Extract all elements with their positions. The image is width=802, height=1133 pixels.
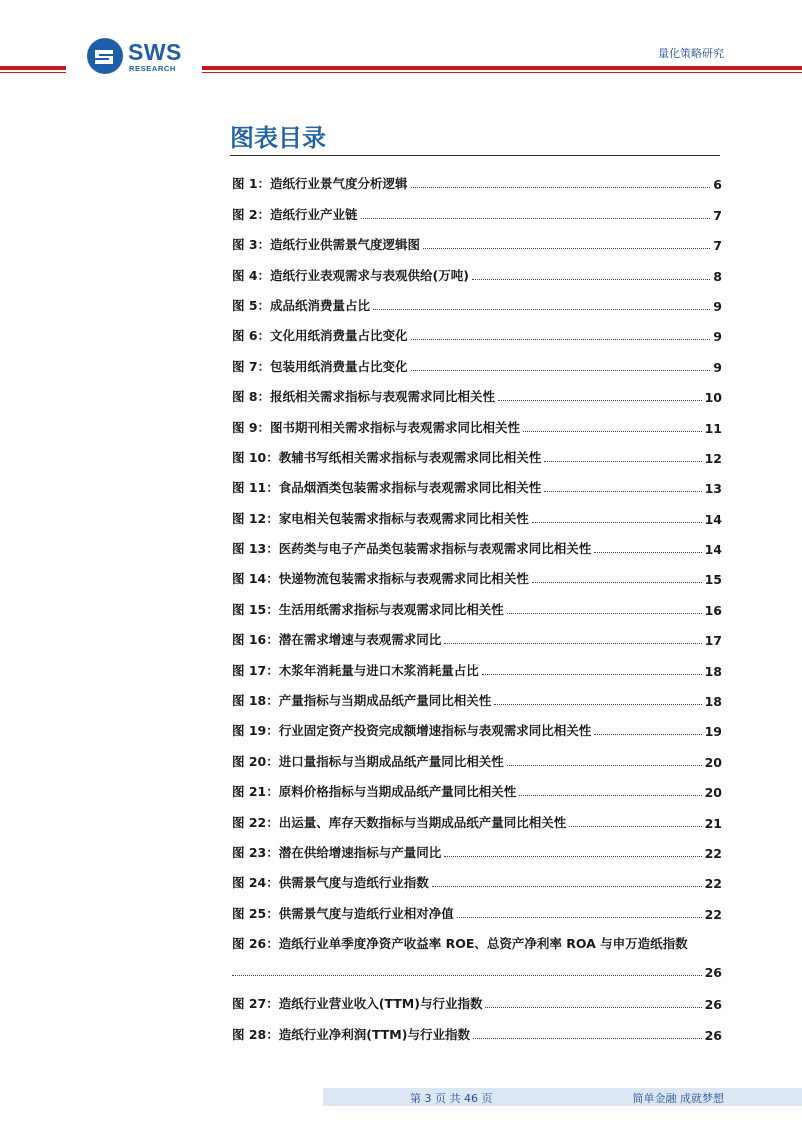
- toc-leader-dots: [373, 309, 710, 310]
- toc-leader-dots: [411, 339, 711, 340]
- toc-entry[interactable]: [232, 593, 722, 623]
- header-rule-left: [0, 66, 66, 70]
- toc-entry-page: 22: [704, 906, 722, 922]
- toc-entry-page: 12: [704, 450, 722, 466]
- toc-leader-dots: [485, 1007, 701, 1008]
- footer-bar: [323, 1088, 802, 1106]
- toc-leader-dots: [444, 643, 701, 644]
- toc-leader-dots: [457, 917, 702, 918]
- toc-entry-label: 图 23：潜在供给增速指标与产量同比: [232, 844, 442, 860]
- toc-entry[interactable]: [232, 654, 722, 684]
- toc-entry-label: 图 25：供需景气度与造纸行业相对净值: [232, 905, 454, 921]
- toc-leader-dots: [232, 975, 702, 976]
- toc-entry-label: 图 1：造纸行业景气度分析逻辑: [232, 176, 408, 192]
- toc-leader-dots: [532, 582, 702, 583]
- toc-entry[interactable]: [232, 442, 722, 472]
- toc-entry-page: 21: [704, 815, 722, 831]
- toc-entry-label: 图 10：教辅书写纸相关需求指标与表观需求同比相关性: [232, 449, 542, 465]
- toc-entry-page: 15: [704, 572, 722, 588]
- toc-entry[interactable]: [232, 776, 722, 806]
- toc-entry-label: 图 2：造纸行业产业链: [232, 206, 358, 222]
- toc-entry[interactable]: [232, 290, 722, 320]
- toc-entry-page: 9: [713, 359, 722, 375]
- toc-leader-dots: [444, 856, 701, 857]
- toc-entry[interactable]: [232, 624, 722, 654]
- toc-leader-dots: [361, 218, 711, 219]
- toc-entry[interactable]: [232, 320, 722, 350]
- toc-entry-page: 8: [713, 268, 722, 284]
- toc-entry[interactable]: [232, 1018, 722, 1048]
- toc-entry-page: 17: [704, 633, 722, 649]
- toc-entry[interactable]: [232, 745, 722, 775]
- toc-entry-page: 16: [704, 602, 722, 618]
- toc-entry-page: 18: [704, 663, 722, 679]
- toc-entry[interactable]: [232, 715, 722, 745]
- toc-entry-page: 26: [704, 997, 722, 1013]
- toc-entry[interactable]: [232, 928, 722, 988]
- logo-text: SWS: [128, 39, 182, 65]
- toc-leader-dots: [507, 765, 702, 766]
- toc-entry-label: 图 5：成品纸消费量占比: [232, 297, 371, 313]
- toc-entry-page: 20: [704, 785, 722, 801]
- toc-leader-dots: [482, 674, 702, 675]
- toc-leader-dots: [473, 1038, 702, 1039]
- toc-entry-label: 图 11：食品烟酒类包装需求指标与表观需求同比相关性: [232, 480, 542, 496]
- toc-entry[interactable]: [232, 411, 722, 441]
- figure-toc: [232, 168, 722, 1049]
- toc-entry[interactable]: [232, 168, 722, 198]
- toc-entry[interactable]: [232, 563, 722, 593]
- toc-entry-page: 9: [713, 329, 722, 345]
- toc-entry[interactable]: [232, 806, 722, 836]
- toc-entry-label: 图 20：进口量指标与当期成品纸产量同比相关性: [232, 753, 504, 769]
- toc-leader-dots: [411, 187, 711, 188]
- toc-leader-dots: [423, 248, 710, 249]
- toc-entry-label: 图 3：造纸行业供需景气度逻辑图: [232, 237, 421, 253]
- toc-leader-dots: [498, 400, 702, 401]
- toc-entry-label: 图 6：文化用纸消费量占比变化: [232, 328, 408, 344]
- toc-entry-label: 图 17：木浆年消耗量与进口木浆消耗量占比: [232, 662, 479, 678]
- toc-entry-page: 14: [704, 542, 722, 558]
- toc-entry-page: 6: [713, 177, 722, 193]
- toc-leader-dots: [594, 734, 701, 735]
- header-rule-left-thin: [0, 72, 66, 73]
- toc-leader-dots: [411, 370, 711, 371]
- report-type: 量化策略研究: [658, 47, 724, 60]
- toc-entry-page: 14: [704, 511, 722, 527]
- toc-entry-page: 7: [713, 207, 722, 223]
- title-divider: [230, 155, 720, 156]
- toc-entry-page: 22: [704, 876, 722, 892]
- toc-entry-label: 图 19：行业固定资产投资完成额增速指标与表观需求同比相关性: [232, 723, 592, 739]
- toc-entry-label: 图 22：出运量、库存天数指标与当期成品纸产量同比相关性: [232, 814, 567, 830]
- toc-entry-label: 图 21：原料价格指标与当期成品纸产量同比相关性: [232, 784, 517, 800]
- toc-entry-page: 26: [704, 964, 722, 980]
- toc-entry-label: 图 26：造纸行业单季度净资产收益率 ROE、总资产净利率 ROA 与申万造纸指数: [232, 935, 688, 951]
- toc-leader-dots: [544, 491, 701, 492]
- toc-entry-label: 图 7：包装用纸消费量占比变化: [232, 358, 408, 374]
- toc-leader-dots: [507, 613, 702, 614]
- toc-entry-label: 图 9：图书期刊相关需求指标与表观需求同比相关性: [232, 419, 521, 435]
- toc-entry-label: 图 27：造纸行业营业收入(TTM)与行业指数: [232, 996, 483, 1012]
- toc-leader-dots: [523, 431, 702, 432]
- toc-entry-page: 7: [713, 238, 722, 254]
- page-number: 第 3 页 共 46 页: [410, 1092, 493, 1105]
- toc-entry-page: 20: [704, 754, 722, 770]
- toc-leader-dots: [494, 704, 701, 705]
- toc-entry[interactable]: [232, 198, 722, 228]
- toc-leader-dots: [594, 552, 701, 553]
- header-rule-right: [202, 66, 802, 70]
- toc-leader-dots: [472, 279, 710, 280]
- toc-entry[interactable]: [232, 259, 722, 289]
- toc-entry[interactable]: [232, 533, 722, 563]
- toc-entry-label: 图 28：造纸行业净利润(TTM)与行业指数: [232, 1026, 470, 1042]
- sws-logo: [86, 37, 186, 77]
- toc-entry-label: 图 8：报纸相关需求指标与表观需求同比相关性: [232, 389, 496, 405]
- toc-entry-page: 13: [704, 481, 722, 497]
- footer-slogan: 简单金融 成就梦想: [632, 1092, 724, 1105]
- toc-entry[interactable]: [232, 867, 722, 897]
- toc-entry-page: 26: [704, 1027, 722, 1043]
- toc-entry-label: 图 24：供需景气度与造纸行业指数: [232, 875, 429, 891]
- toc-entry[interactable]: [232, 350, 722, 380]
- toc-entry-label: 图 14：快递物流包装需求指标与表观需求同比相关性: [232, 571, 529, 587]
- toc-entry[interactable]: [232, 685, 722, 715]
- toc-entry-label: 图 18：产量指标与当期成品纸产量同比相关性: [232, 693, 492, 709]
- toc-leader-dots: [432, 886, 702, 887]
- toc-leader-dots: [532, 522, 702, 523]
- toc-entry-page: 19: [704, 724, 722, 740]
- toc-leader-dots: [519, 795, 701, 796]
- toc-entry[interactable]: [232, 472, 722, 502]
- page-title: 图表目录: [230, 124, 326, 152]
- toc-entry-label: 图 4：造纸行业表观需求与表观供给(万吨): [232, 267, 469, 283]
- toc-entry-label: 图 15：生活用纸需求指标与表观需求同比相关性: [232, 601, 504, 617]
- toc-entry-page: 10: [704, 390, 722, 406]
- toc-entry-label: 图 16：潜在需求增速与表观需求同比: [232, 632, 442, 648]
- toc-entry[interactable]: [232, 502, 722, 532]
- toc-entry[interactable]: [232, 897, 722, 927]
- toc-leader-dots: [569, 826, 701, 827]
- toc-entry-page: 11: [704, 420, 722, 436]
- toc-entry[interactable]: [232, 988, 722, 1018]
- toc-entry[interactable]: [232, 837, 722, 867]
- toc-entry-label: 图 12：家电相关包装需求指标与表观需求同比相关性: [232, 510, 529, 526]
- toc-entry[interactable]: [232, 229, 722, 259]
- toc-leader-dots: [544, 461, 701, 462]
- logo-subtext: RESEARCH: [129, 64, 176, 73]
- toc-entry[interactable]: [232, 381, 722, 411]
- toc-entry-page: 22: [704, 845, 722, 861]
- toc-entry-page: 18: [704, 694, 722, 710]
- toc-entry-label: 图 13：医药类与电子产品类包装需求指标与表观需求同比相关性: [232, 541, 592, 557]
- sws-logo-icon: [86, 37, 124, 75]
- header-rule-right-thin: [202, 72, 802, 73]
- toc-entry-page: 9: [713, 298, 722, 314]
